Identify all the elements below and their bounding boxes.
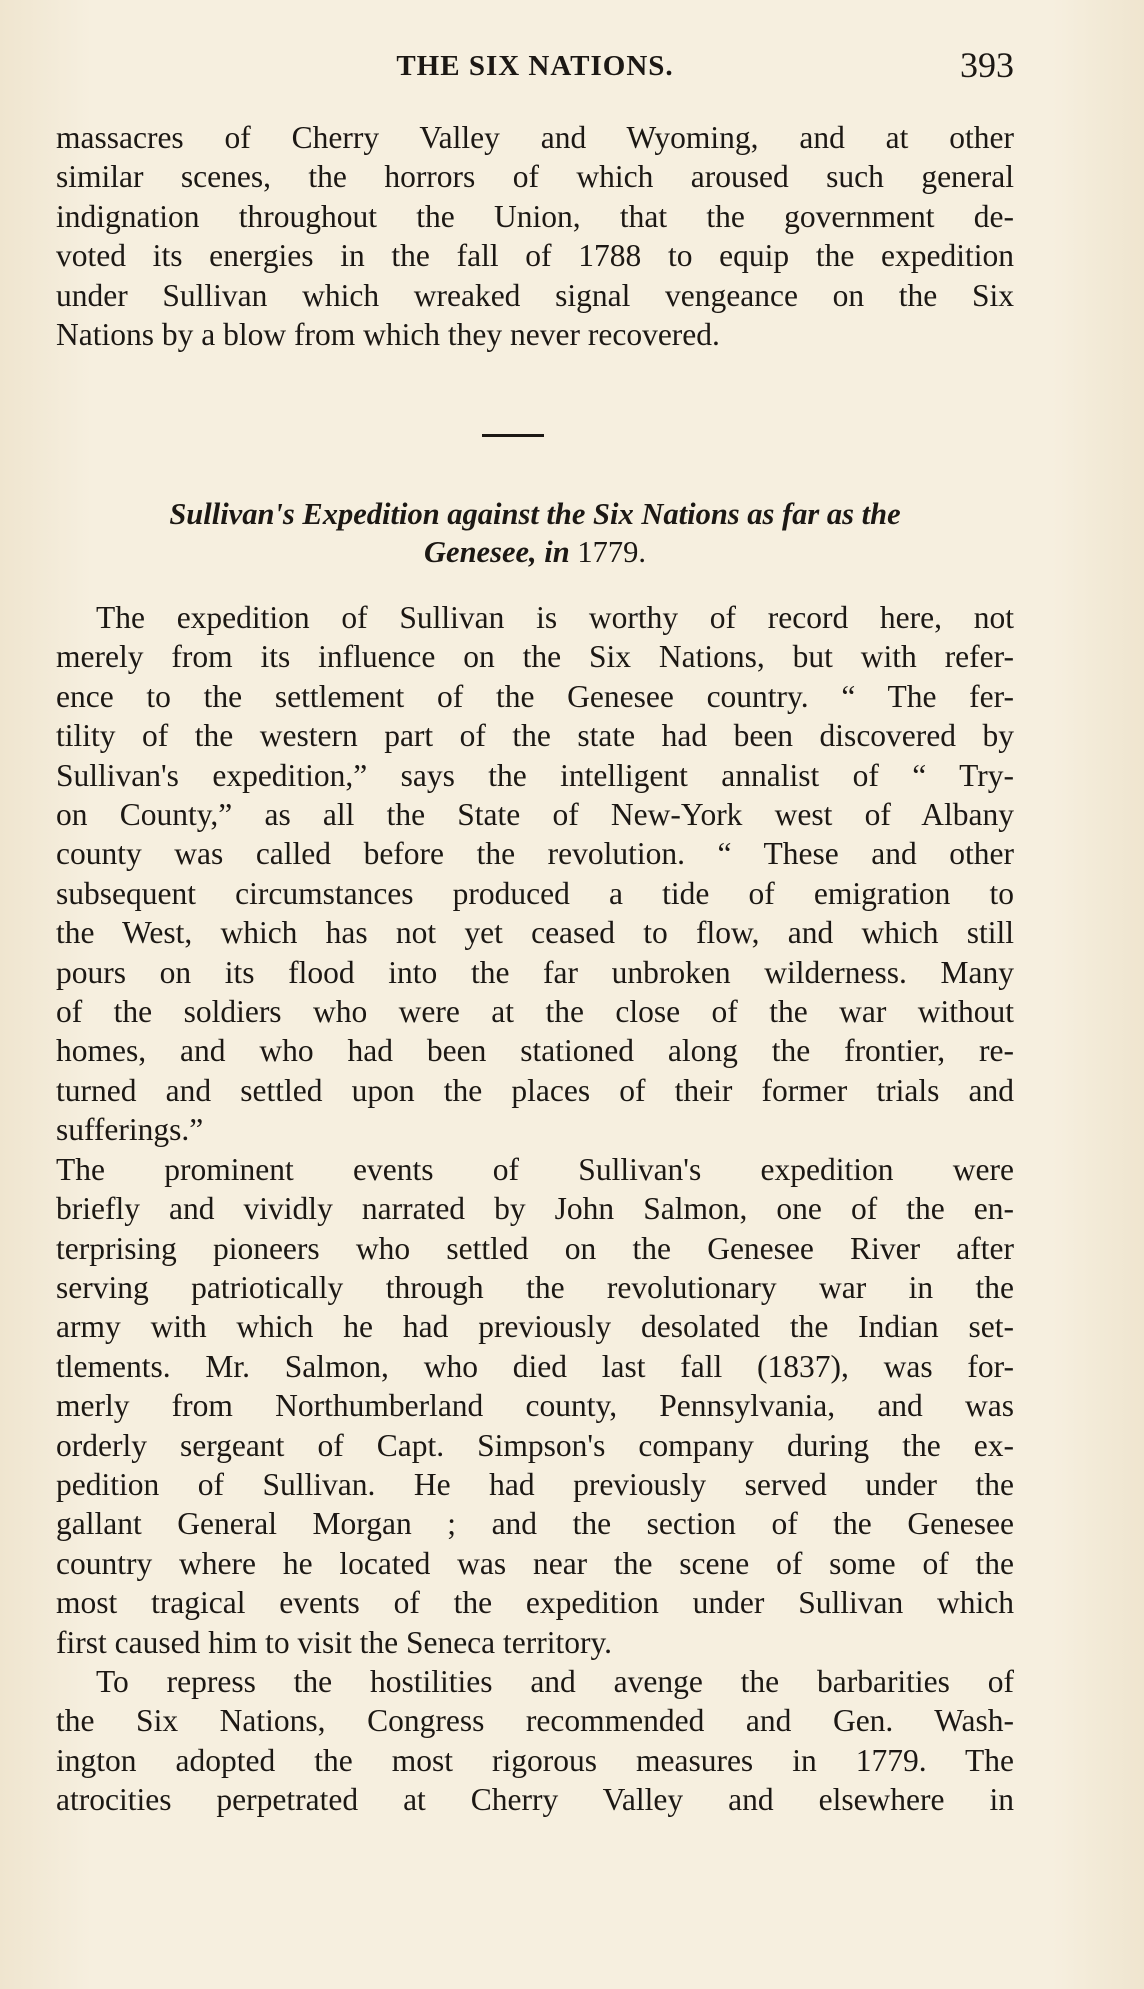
section-heading	[56, 495, 1014, 571]
text-line: atrocities perpetrated at Cherry Valley and elsewhere in	[56, 1782, 1014, 1818]
text-line: under Sullivan which wreaked signal vengeance on the Six	[56, 277, 1014, 313]
text-line: tlements. Mr. Salmon, who died last fall (1837), was for-	[56, 1348, 1014, 1384]
text-line: gallant General Morgan ; and the section of the Genesee	[56, 1506, 1014, 1542]
text-line: subsequent circumstances produced a tide of emigration to	[56, 875, 1014, 911]
text-line: pedition of Sullivan. He had previously served under the	[56, 1466, 1014, 1502]
text-line: the Six Nations, Congress recommended and Gen. Wash-	[56, 1703, 1014, 1739]
text-line: massacres of Cherry Valley and Wyoming, and at other	[56, 120, 1014, 155]
text-line: sufferings.”	[56, 1112, 204, 1148]
text-line: the West, which has not yet ceased to flow, and which still	[56, 915, 1014, 951]
page-number: 393	[960, 45, 1014, 85]
text-line: county was called before the revolution. “ These and other	[56, 836, 1014, 872]
text-line: most tragical events of the expedition under Sullivan which	[56, 1585, 1014, 1621]
text-line: briefly and vividly narrated by John Salmon, one of the en-	[56, 1191, 1014, 1227]
text-line: pours on its flood into the far unbroken wilderness. Many	[56, 954, 1014, 990]
text-line: army with which he had previously desolated the Indian set-	[56, 1309, 1014, 1345]
running-head	[56, 44, 1014, 94]
text-line: turned and settled upon the places of their former trials and	[56, 1072, 1014, 1108]
text-line: serving patriotically through the revolutionary war in the	[56, 1269, 1014, 1305]
text-line: Nations by a blow from which they never recovered.	[56, 317, 720, 353]
text-line: tility of the western part of the state had been discovered by	[56, 718, 1014, 754]
text-line: The prominent events of Sullivan's expedition were	[56, 1151, 1014, 1187]
body-text	[56, 598, 1014, 1820]
section-heading-line-2	[56, 533, 1014, 571]
section-heading-year: 1779.	[577, 535, 646, 569]
text-line: first caused him to visit the Seneca territory.	[56, 1624, 613, 1660]
text-line: of the soldiers who were at the close of the war without	[56, 994, 1014, 1030]
text-line: Sullivan's expedition,” says the intelligent annalist of “ Try-	[56, 757, 1014, 793]
intro-paragraph	[56, 118, 1014, 354]
text-line: indignation throughout the Union, that the government de-	[56, 198, 1014, 234]
text-line: orderly sergeant of Capt. Simpson's company during the ex-	[56, 1427, 1014, 1463]
text-line: homes, and who had been stationed along the frontier, re-	[56, 1033, 1014, 1069]
text-line: on County,” as all the State of New-York west of Albany	[56, 797, 1014, 833]
text-line: voted its energies in the fall of 1788 to equip the expedition	[56, 238, 1014, 274]
text-line: merely from its influence on the Six Nations, but with refer-	[56, 639, 1014, 675]
text-line: ington adopted the most rigorous measures in 1779. The	[56, 1742, 1014, 1778]
section-heading-line-1: Sullivan's Expedition against the Six Nations as far as the	[169, 497, 901, 531]
text-line: ence to the settlement of the Genesee country. “ The fer-	[56, 678, 1014, 714]
text-line: To repress the hostilities and avenge the barbarities of	[96, 1663, 1014, 1699]
text-line: terprising pioneers who settled on the Genesee River after	[56, 1230, 1014, 1266]
running-title: THE SIX NATIONS.	[396, 50, 674, 82]
text-line: The expedition of Sullivan is worthy of record here, not	[96, 600, 1014, 635]
section-divider	[482, 434, 544, 437]
text-line: country where he located was near the scene of some of the	[56, 1545, 1014, 1581]
section-heading-place: Genesee, in	[424, 535, 570, 569]
text-line: similar scenes, the horrors of which aroused such general	[56, 159, 1014, 195]
text-line: merly from Northumberland county, Pennsylvania, and was	[56, 1388, 1014, 1424]
